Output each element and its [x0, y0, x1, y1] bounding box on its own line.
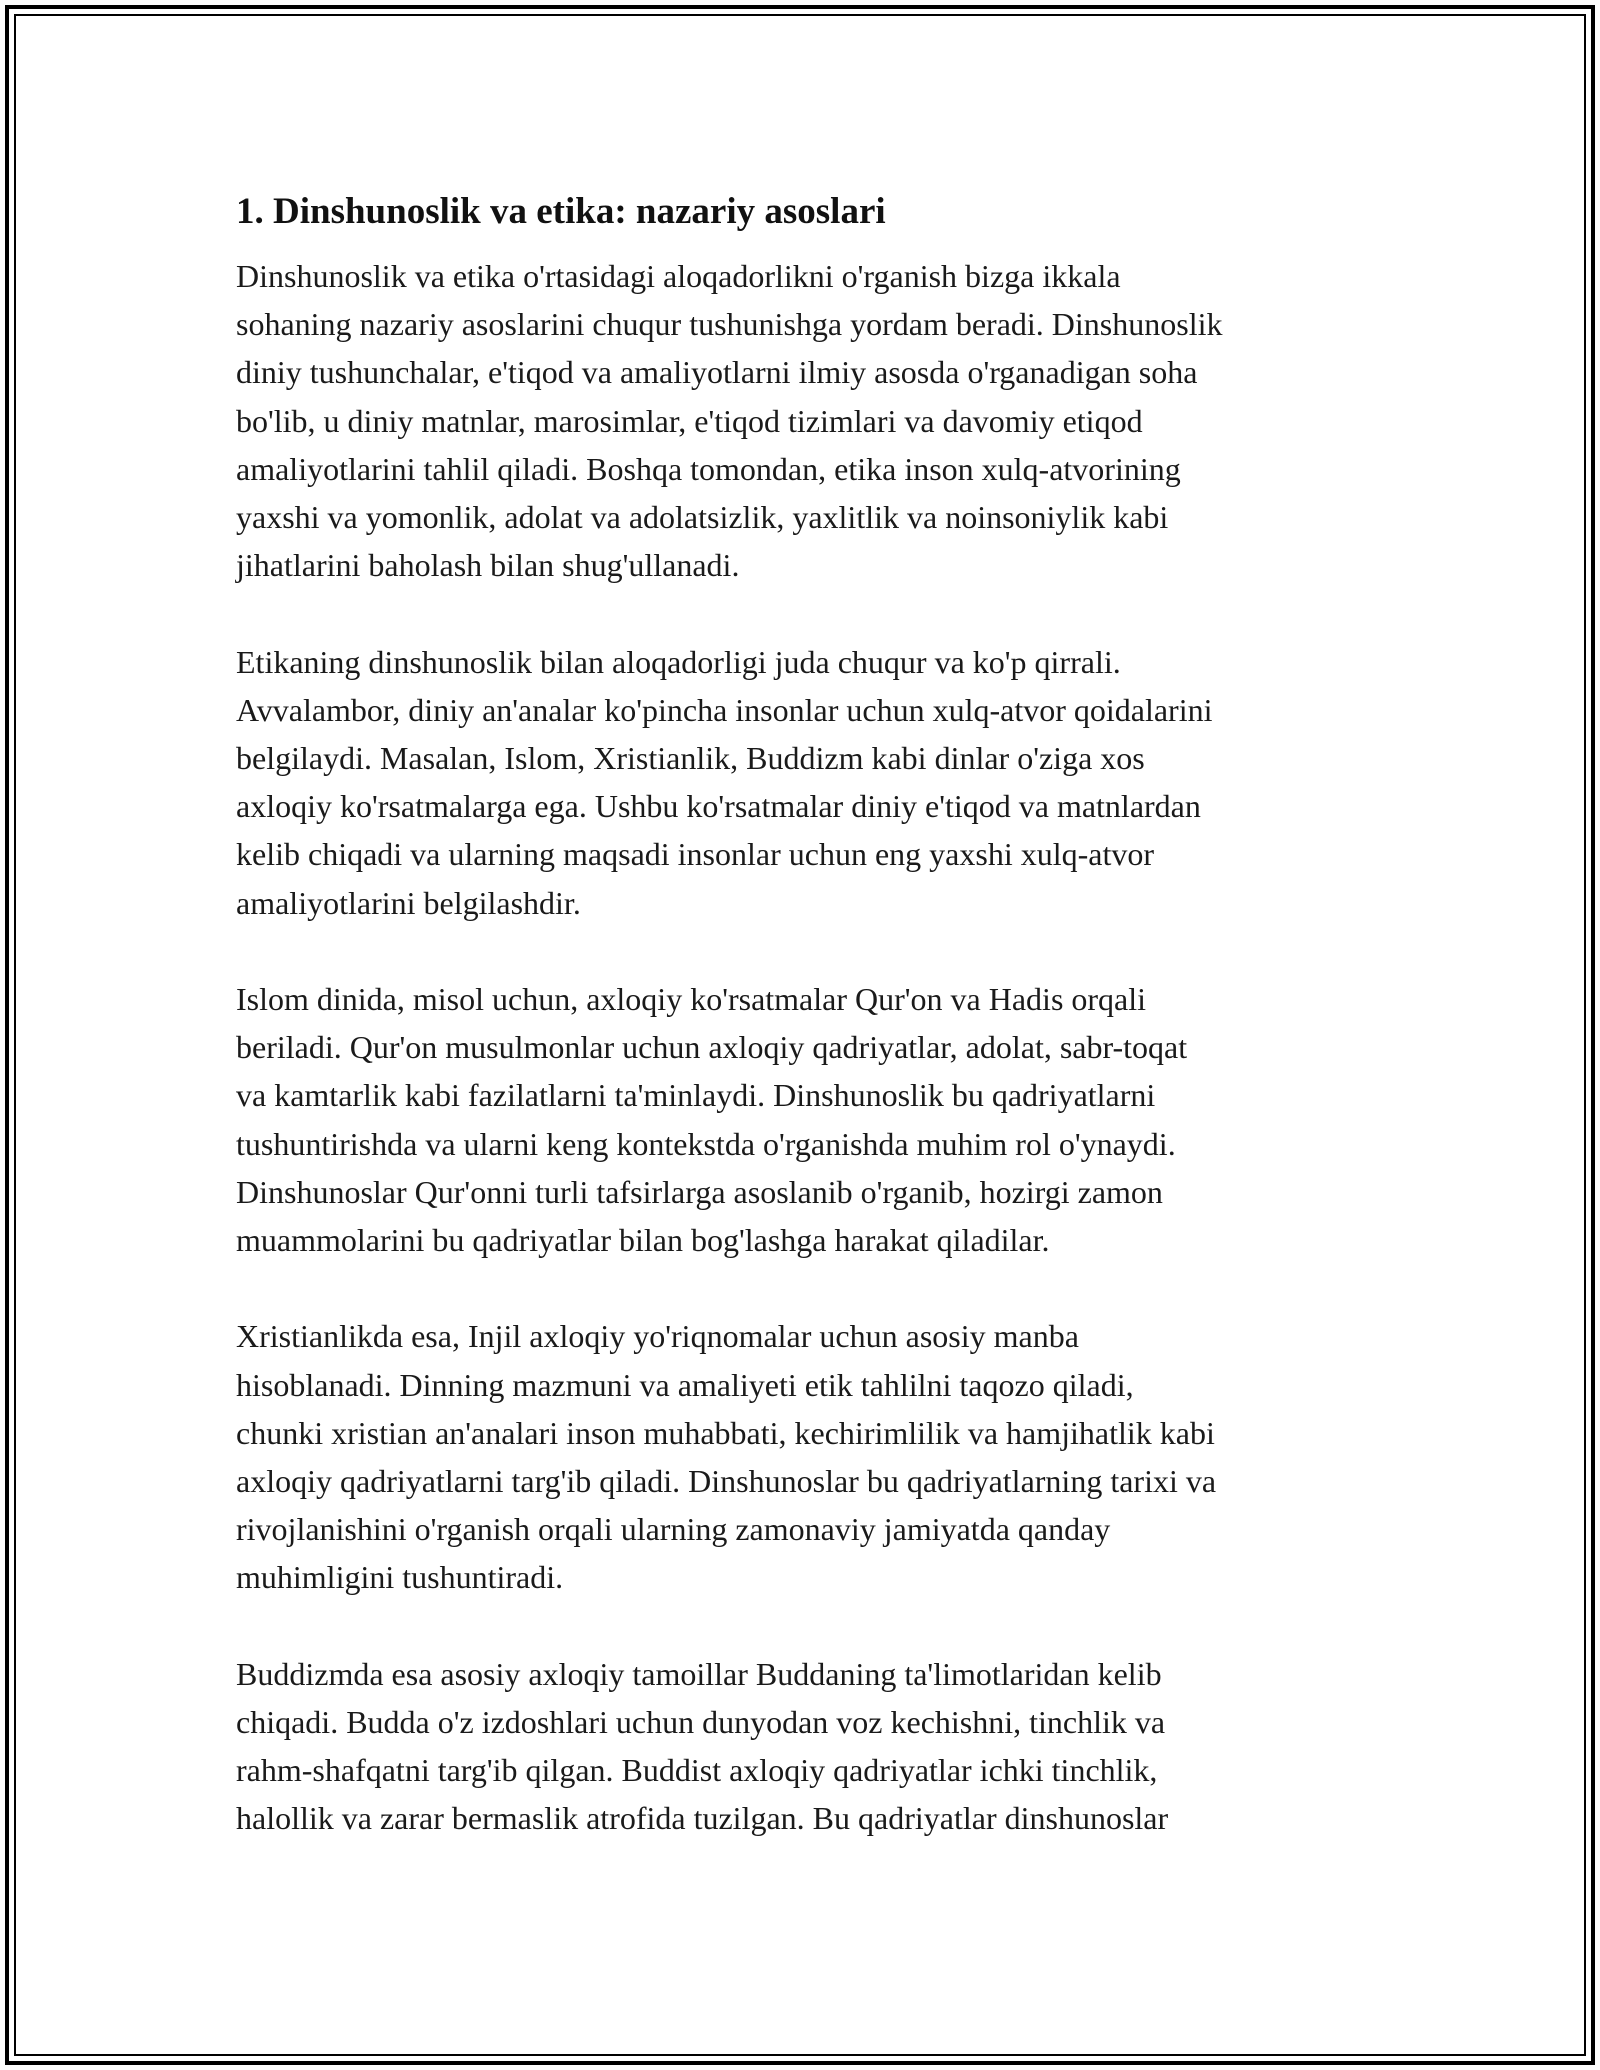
text-line: amaliyotlarini tahlil qiladi. Boshqa tomondan, etika inson xulq-atvorining — [236, 450, 1181, 487]
text-line: bo'lib, u diniy matnlar, marosimlar, e'tiqod tizimlari va davomiy etiqod — [236, 402, 1143, 439]
text-line: beriladi. Qur'on musulmonlar uchun axloqiy qadriyatlar, adolat, sabr-toqat — [236, 1029, 1188, 1066]
text-line: yaxshi va yomonlik, adolat va adolatsizlik, yaxlitlik va noinsoniylik kabi — [236, 499, 1169, 536]
text-line: kelib chiqadi va ularning maqsadi insonlar uchun eng yaxshi xulq-atvor — [236, 836, 1154, 873]
paragraph-islam — [236, 975, 1376, 1264]
text-line: sohaning nazariy asoslarini chuqur tushunishga yordam beradi. Dinshunoslik — [236, 306, 1223, 343]
text-line: jihatlarini baholash bilan shug'ullanadi. — [236, 547, 740, 584]
text-line: Xristianlikda esa, Injil axloqiy yo'riqnomalar uchun asosiy manba — [236, 1318, 1079, 1355]
text-line: Buddizmda esa asosiy axloqiy tamoillar Buddaning ta'limotlaridan kelib — [236, 1655, 1162, 1692]
text-line: hisoblanadi. Dinning mazmuni va amaliyeti etik tahlilni taqozo qiladi, — [236, 1366, 1134, 1403]
text-line: Dinshunoslar Qur'onni turli tafsirlarga asoslanib o'rganib, hozirgi zamon — [236, 1173, 1163, 1210]
paragraph-intro — [236, 252, 1376, 589]
text-line: Islom dinida, misol uchun, axloqiy ko'rsatmalar Qur'on va Hadis orqali — [236, 981, 1147, 1018]
text-line: amaliyotlarini belgilashdir. — [236, 884, 581, 921]
paragraph-buddhism — [236, 1650, 1376, 1843]
text-line: chiqadi. Budda o'z izdoshlari uchun dunyodan voz kechishni, tinchlik va — [236, 1704, 1166, 1741]
text-line: chunki xristian an'analari inson muhabbati, kechirimlilik va hamjihatlik kabi — [236, 1414, 1215, 1451]
text-line: rivojlanishini o'rganish orqali ularning zamonaviy jamiyatda qanday — [236, 1511, 1111, 1548]
text-line: diniy tushunchalar, e'tiqod va amaliyotlarni ilmiy asosda o'rganadigan soha — [236, 354, 1198, 391]
text-line: muhimligini tushuntiradi. — [236, 1559, 564, 1596]
text-line: rahm-shafqatni targ'ib qilgan. Buddist axloqiy qadriyatlar ichki tinchlik, — [236, 1752, 1158, 1789]
paragraph-ethics-relation — [236, 638, 1376, 927]
paragraph-christianity — [236, 1312, 1376, 1601]
text-line: Etikaning dinshunoslik bilan aloqadorligi juda chuqur va ko'p qirrali. — [236, 643, 1121, 680]
text-line: halollik va zarar bermaslik atrofida tuzilgan. Bu qadriyatlar dinshunoslar — [236, 1800, 1169, 1837]
text-line: Avvalambor, diniy an'analar ko'pincha insonlar uchun xulq-atvor qoidalarini — [236, 691, 1213, 728]
text-line: belgilaydi. Masalan, Islom, Xristianlik, Buddizm kabi dinlar o'ziga xos — [236, 740, 1145, 777]
text-line: tushuntirishda va ularni keng kontekstda o'rganishda muhim rol o'ynaydi. — [236, 1125, 1176, 1162]
text-line: Dinshunoslik va etika o'rtasidagi aloqadorlikni o'rganish bizga ikkala — [236, 258, 1121, 294]
text-line: axloqiy qadriyatlarni targ'ib qiladi. Dinshunoslar bu qadriyatlarning tarixi va — [236, 1463, 1217, 1500]
text-line: axloqiy ko'rsatmalarga ega. Ushbu ko'rsatmalar diniy e'tiqod va matnlardan — [236, 788, 1201, 825]
text-line: muammolarini bu qadriyatlar bilan bog'lashga harakat qiladilar. — [236, 1222, 1050, 1259]
document-body — [236, 186, 1376, 1891]
text-line: va kamtarlik kabi fazilatlarni ta'minlaydi. Dinshunoslik bu qadriyatlarni — [236, 1077, 1156, 1114]
section-heading: 1. Dinshunoslik va etika: nazariy asoslari — [236, 191, 886, 232]
